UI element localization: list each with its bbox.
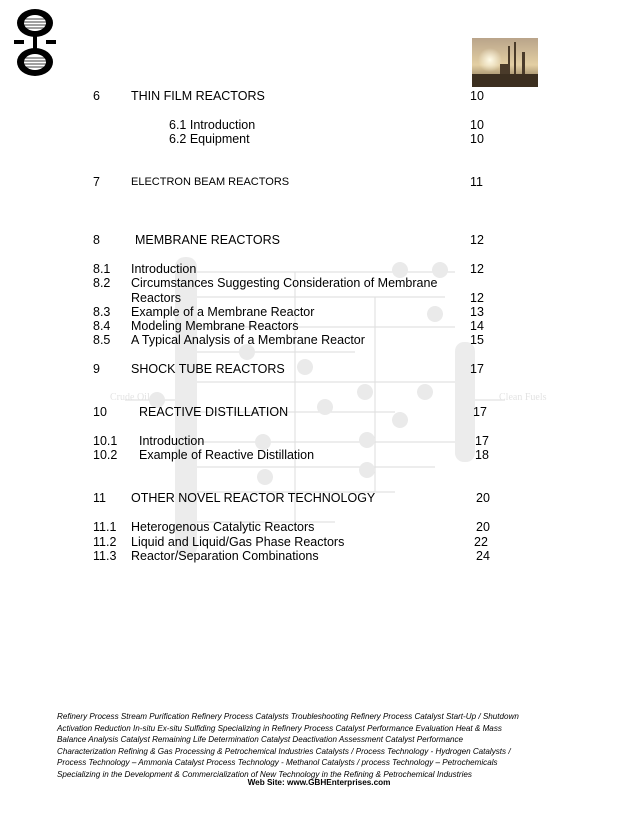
toc-entry-number: 8.4 [93,319,111,333]
footer-line: Specializing in the Development & Commercialization of New Technology in the Refining & Petrochemical Industries [57,769,472,779]
footer-line: Process Technology – Ammonia Catalyst Process Technology - Methanol Catalysts / process Technology – Petrochemicals [57,758,498,768]
toc-entry-title: Liquid and Liquid/Gas Phase Reactors [131,535,345,549]
toc-entry-title: OTHER NOVEL REACTOR TECHNOLOGY [131,491,376,505]
toc-entry-title: Example of Reactive Distillation [139,448,315,462]
toc-entry-page: 15 [470,333,484,347]
footer-line: Activation Reduction In-situ Ex-situ Sulfiding Specializing in Refinery Process Catalyst Performance Evaluation Heat & Mass [57,723,502,733]
toc-entry-title: 6.2 Equipment [169,132,250,146]
watermark-right-label: Clean Fuels [499,392,547,403]
toc-entry-page: 11 [470,175,483,189]
toc-entry-number: 6 [93,89,100,103]
toc-entry-number: 11 [93,491,106,505]
footer-line: Balance Analysis Catalyst Remaining Life Determination Catalyst Deactivation Assessment Catalyst Performance [57,735,464,745]
toc-entry-page: 13 [470,305,484,319]
toc-entry-page: 14 [470,319,484,333]
toc-entry-number: 8.5 [93,333,111,347]
footer-line: Refinery Process Stream Purification Refinery Process Catalysts Troubleshooting Refinery Process Catalyst Start-Up / Shutdown [57,712,519,721]
toc-entry-title: Example of a Membrane Reactor [131,305,315,319]
toc-entry-title: Reactors [131,291,182,305]
toc-entry-number: 10.2 [93,448,118,462]
watermark-left-label: Crude Oil [110,392,150,403]
toc-entry-page: 10 [470,132,484,146]
toc-entry-title: A Typical Analysis of a Membrane Reactor [131,333,365,347]
toc-entry-page: 20 [476,520,490,534]
toc-entry-title: ELECTRON BEAM REACTORS [131,176,290,188]
toc-entry-number: 7 [93,175,100,189]
toc-entry-page: 10 [470,89,484,103]
toc-entry-number: 10.1 [93,434,118,448]
toc-entry-title: Heterogenous Catalytic Reactors [131,520,315,534]
toc-entry-number: 9 [93,362,100,376]
toc-entry-title: MEMBRANE REACTORS [135,233,280,247]
toc-entry-number: 8.3 [93,305,111,319]
toc-entry-number: 8.2 [93,276,111,290]
toc-entry-title: Introduction [139,434,205,448]
toc-entry-number: 10 [93,405,107,419]
toc-entry-title: Introduction [131,262,197,276]
toc-entry-title: REACTIVE DISTILLATION [139,405,289,419]
toc-entry-title: SHOCK TUBE REACTORS [131,362,285,376]
toc-entry-title: Modeling Membrane Reactors [131,319,299,333]
toc-entry-page: 12 [470,233,484,247]
website-link[interactable]: Web Site: www.GBHEnterprises.com [247,778,391,787]
toc-entry-page: 24 [476,549,490,563]
toc-entry-page: 17 [470,362,484,376]
toc-entry-title: Circumstances Suggesting Consideration of Membrane [131,276,438,290]
toc-entry-title: THIN FILM REACTORS [131,89,265,103]
toc-entry-number: 8.1 [93,262,111,276]
toc-entry-title: Reactor/Separation Combinations [131,549,319,563]
toc-entry-page: 20 [476,491,490,505]
footer-line: Characterization Refining & Gas Processing & Petrochemical Industries Catalysts / Process Technology - Hydrogen Catalysts / [57,746,511,756]
footer-services-text [57,711,557,781]
toc-entry-number: 11.3 [93,549,117,563]
toc-entry-number: 11.1 [93,520,117,534]
toc-entry-page: 18 [475,448,489,462]
toc-entry-page: 22 [474,535,488,549]
toc-entry-page: 10 [470,118,484,132]
toc-entry-page: 12 [470,291,484,305]
toc-entry-number: 8 [93,233,100,247]
toc-entry-title: 6.1 Introduction [169,118,256,132]
toc-entry-page: 12 [470,262,484,276]
toc-entry-page: 17 [473,405,487,419]
toc-entry-page: 17 [475,434,489,448]
toc-entry-number: 11.2 [93,535,117,549]
